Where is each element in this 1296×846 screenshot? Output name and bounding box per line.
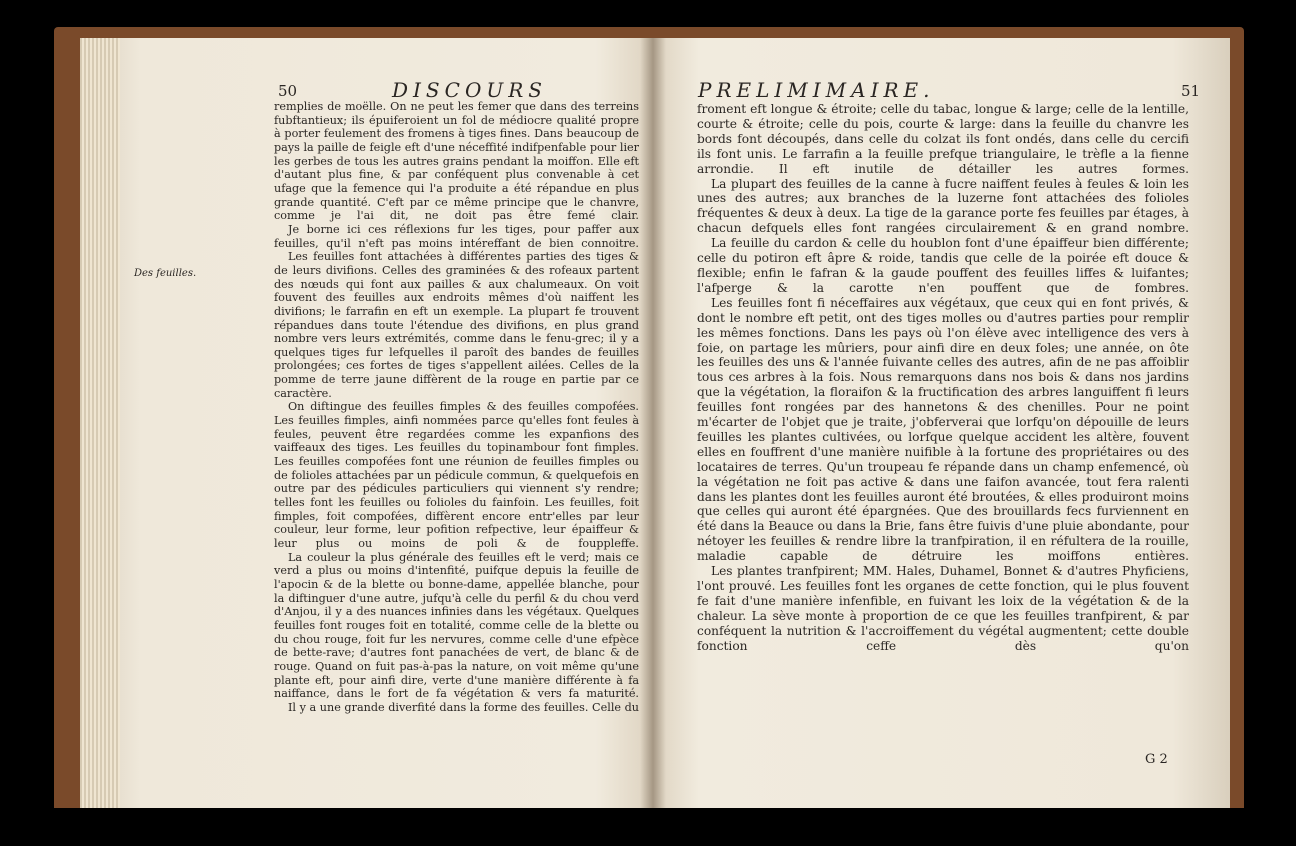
paragraph: remplies de moëlle. On ne peut les femer que dans des terreins fubftantieux; ils épuiferoient un fol de médiocre qualité propre à porter feulement des fromens à tiges fines. Dans beaucoup de pays la paille de feigle eft d'une néceffité indifpenfable pour lier les gerbes de tous les autres grains pendant la moiffon. Elle eft d'autant plus fine, & par conféquent plus convenable à cet ufage que la femence qui l'a produite a été répandue en plus grande quantité. C'eft par ce même principe que le chanvre, comme je l'ai dit, ne doit pas être femé clair. [274, 100, 639, 223]
running-head: PRELIMIMAIRE. [698, 78, 935, 102]
left-text-block [274, 100, 639, 715]
book-gutter [640, 38, 666, 808]
paragraph: Les feuilles font fi néceffaires aux végétaux, que ceux qui en font privés, & dont le nombre eft petit, ont des tiges molles ou d'autres parties pour remplir les mêmes fonctions. Dans les pays où l'on élève avec intelligence des vers à foie, on partage les mûriers, pour ainfi dire en deux foles; une année, on ôte les feuilles des uns & l'année fuivante celles des autres, afin de ne pas affoiblir tous ces arbres à la fois. Nous remarquons dans nos bois & dans nos jardins que la végétation, la floraifon & la fructification des arbres languiffent fi leurs feuilles font rongées par des hannetons & des chenilles. Pour ne point m'écarter de l'objet que je traite, j'obferverai que lorfqu'on dépouille de leurs feuilles les plantes cultivées, ou lorfque quelque accident les altère, fouvent elles en fouffrent d'une manière nuifible à la fortune des propriétaires ou des locataires de terres. Qu'un troupeau fe répande dans un champ enfemencé, où la végétation ne foit pas active & dans une faifon avancée, tout fera ralenti dans les plantes dont les feuilles auront été broutées, & elles produiront moins que celles qui auront été épargnées. Que des brouillards fecs furviennent en été dans la Beauce ou dans la Brie, fans être fuivis d'une pluie abondante, pour nétoyer les feuilles & rendre libre la tranfpiration, il en réfultera de la rouille, maladie capable de détruire les moiffons entières. [697, 295, 1189, 564]
paragraph: La couleur la plus générale des feuilles eft le verd; mais ce verd a plus ou moins d'intenfité, puifque depuis la feuille de l'apocin & de la blette ou bonne-dame, appellée blanche, pour la diftinguer d'une autre, jufqu'à celle du perfil & du chou verd d'Anjou, il y a des nuances infinies dans les végétaux. Quelques feuilles font rouges foit en totalité, comme celle de la blette ou du chou rouge, foit fur les nervures, comme celle d'une efpèce de bette-rave; d'autres font panachées de vert, de blanc & de rouge. Quand on fuit pas-à-pas la nature, on voit même qu'une plante eft, pour ainfi dire, verte d'une manière différente à fa naiffance, dans le fort de fa végétation & vers fa maturité. [274, 550, 639, 701]
paragraph: On diftingue des feuilles fimples & des feuilles compofées. Les feuilles fimples, ainfi nommées parce qu'elles font feules à feules, peuvent être regardées comme les expanfions des vaiffeaux des tiges. Les feuilles du topinambour font fimples. Les feuilles compofées font une réunion de feuilles fimples ou de folioles attachées par un pédicule commun, & quelquefois en outre par des pédicules particuliers qui viennent s'y rendre; telles font les feuilles ou folioles du fainfoin. Les feuilles, foit fimples, foit compofées, diffèrent encore entr'elles par leur couleur, leur forme, leur pofition refpective, leur épaiffeur & leur plus ou moins de poli & de fouppleffe. [274, 400, 639, 550]
right-page [653, 38, 1230, 808]
open-book [80, 38, 1230, 808]
running-head: DISCOURS [392, 78, 547, 102]
page-edges [80, 38, 120, 808]
signature-mark: G 2 [1145, 752, 1168, 767]
paragraph: Les plantes tranfpirent; MM. Hales, Duhamel, Bonnet & d'autres Phyficiens, l'ont prouvé. Les feuilles font les organes de cette fonction, qui le plus fouvent fe fait d'une manière infenfible, en fuivant les loix de la végétation & de la chaleur. La sève monte à proportion de ce que les feuilles tranfpirent, & par conféquent la nutrition & l'accroiffement du végétal augmentent; cette double fonction ceffe dès qu'on [697, 564, 1189, 653]
paragraph: Les feuilles font attachées à différentes parties des tiges & de leurs divifions. Celles des graminées & des rofeaux partent des nœuds qui font aux pailles & aux chalumeaux. On voit fouvent des feuilles aux endroits mêmes d'où naiffent les divifions; le farrafin en eft un exemple. La plupart fe trouvent répandues dans toute l'étendue des divifions, en plus grand nombre vers leurs extrémités, comme dans le fenu-grec; il y a quelques tiges fur lefquelles il paroît des bandes de feuilles prolongées; ces fortes de tiges s'appellent ailées. Celles de la pomme de terre jaune diffèrent de la rouge en partie par ce caractère. [274, 250, 639, 400]
paragraph: froment eft longue & étroite; celle du tabac, longue & large; celle de la lentille, courte & étroite; celle du pois, courte & large: dans la feuille du chanvre les bords font découpés, dans celle du colzat ils font ondés, dans celle du cercifi ils font unis. Le farrafin a la feuille prefque triangulaire, le trèfle a la fienne arrondie. Il eft inutile de détailler les autres formes. [697, 102, 1189, 176]
right-text-block [697, 102, 1189, 654]
left-page [80, 38, 653, 808]
page-number: 50 [278, 82, 298, 100]
paragraph: La plupart des feuilles de la canne à fucre naiffent feules à feules & loin les unes des autres; aux branches de la luzerne font attachées des folioles fréquentes & deux à deux. La tige de la garance porte fes feuilles par étages, à chacun defquels elles font rangées circulairement & en grand nombre. [697, 176, 1189, 236]
margin-note: Des feuilles. [134, 268, 197, 279]
paragraph: La feuille du cardon & celle du houblon font d'une épaiffeur bien différente; celle du potiron eft âpre & roide, tandis que celle de la poirée eft douce & flexible; enfin le fafran & la gaude pouffent des feuilles liffes & luifantes; l'afperge & la carotte n'en pouffent que de fombres. [697, 236, 1189, 295]
page-number: 51 [1181, 82, 1201, 100]
bottom-shadow [0, 808, 1296, 846]
paragraph: Il y a une grande diverfité dans la forme des feuilles. Celle du [288, 700, 639, 714]
paragraph: Je borne ici ces réflexions fur les tiges, pour paffer aux feuilles, qu'il n'eft pas moins intéreffant de bien connoitre. [274, 222, 639, 250]
